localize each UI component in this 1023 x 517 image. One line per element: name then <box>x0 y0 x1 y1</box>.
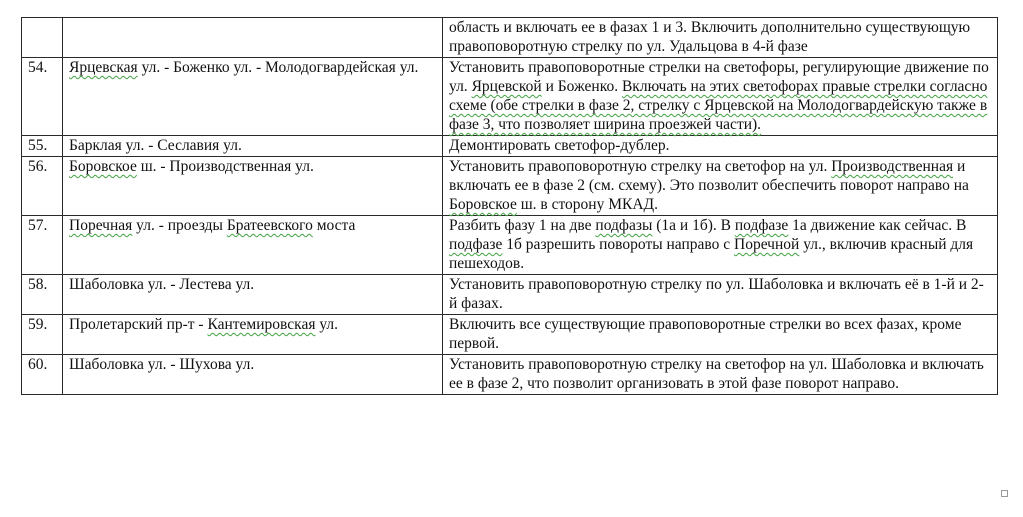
cell-text: Демонтировать светофор-дублер. <box>449 137 670 154</box>
cell-text: ул. <box>315 316 339 333</box>
cell-text: Разбить фазу 1 на две <box>449 217 596 234</box>
row-number: 55. <box>22 136 63 157</box>
cell-text: 1а движение как сейчас. В <box>788 217 967 234</box>
measure-cell <box>443 58 998 136</box>
spellcheck-marked-text: Боровское <box>449 196 517 213</box>
cell-text: Установить правоповоротные стрелки на светофоры, регулирующие движение по ул. <box>449 59 989 95</box>
row-number: 58. <box>22 275 63 315</box>
table-body <box>22 18 998 395</box>
cell-text: и Боженко. <box>541 78 622 95</box>
measure-cell <box>443 275 998 315</box>
spellcheck-marked-text: подфазе <box>734 217 789 234</box>
row-number: 56. <box>22 157 63 216</box>
table-row <box>22 355 998 395</box>
cell-text: (1а и 1б). В <box>652 217 735 234</box>
cell-text: ул., включив красный для пешеходов. <box>449 236 974 272</box>
row-number: 60. <box>22 355 63 395</box>
table-row <box>22 136 998 157</box>
cell-text: Барклая ул. - Сеславия ул. <box>69 137 242 154</box>
measures-table <box>21 17 998 395</box>
cell-text: ул. - проезды <box>132 217 227 234</box>
intersection-cell <box>63 355 443 395</box>
cell-text: Установить правоповоротную стрелку по ул. Шаболовка и включать её в 1-й и 2-й фазах. <box>449 276 984 312</box>
spellcheck-marked-text: Производственная <box>831 158 954 175</box>
cell-text: Пролетарский пр-т - <box>69 316 208 333</box>
cell-text: Шаболовка ул. - Шухова ул. <box>69 356 255 373</box>
cell-text: область и включать ее в фазах 1 и 3. Включить дополнительно существующую правоповоротную стрелку по ул. Удальцова в 4-й фазе <box>449 19 971 55</box>
spellcheck-marked-text: Поречной <box>734 236 800 253</box>
row-number: 54. <box>22 58 63 136</box>
spellcheck-marked-text: Поречная <box>69 217 133 234</box>
intersection-cell <box>63 275 443 315</box>
cell-text: Установить правоповоротную стрелку на светофор на ул. Шаболовка и включать ее в фазе 2, что позволит организовать в этой фазе поворот направо. <box>449 356 984 392</box>
intersection-cell <box>63 157 443 216</box>
intersection-cell <box>63 315 443 355</box>
cell-text: Включить все существующие правоповоротные стрелки во всех фазах, кроме первой. <box>449 316 962 352</box>
table-row <box>22 58 998 136</box>
row-number: 57. <box>22 216 63 275</box>
cell-text: Шаболовка ул. - Лестева ул. <box>69 276 255 293</box>
cell-text: ул. - Боженко ул. - Молодогвардейская ул. <box>137 59 419 76</box>
cell-text: моста <box>312 217 356 234</box>
measure-cell <box>443 216 998 275</box>
intersection-cell <box>63 136 443 157</box>
table-row <box>22 216 998 275</box>
spellcheck-marked-text: Кантемировская <box>207 316 316 333</box>
spellcheck-marked-text: подфазы <box>595 217 653 234</box>
measure-cell <box>443 136 998 157</box>
cell-text: ш. - Производственная ул. <box>136 158 314 175</box>
spellcheck-marked-text: Боровское <box>69 158 137 175</box>
intersection-cell <box>63 58 443 136</box>
spellcheck-marked-text: подфазе <box>449 236 503 253</box>
row-number <box>22 18 63 58</box>
cell-text: и включать ее в фазе 2 (см. схему). Это позволит обеспечить поворот направо на <box>449 158 969 194</box>
row-number: 59. <box>22 315 63 355</box>
measure-cell <box>443 157 998 216</box>
spellcheck-marked-text: Братеевского <box>226 217 313 234</box>
table-row <box>22 315 998 355</box>
spellcheck-marked-text: Включать на этих светофорах правые стрелки согласно схеме (обе стрелки в фазе 2, стрелку с Ярцевской на Молодогвардейскую также в фазе 3, что позволяет ширина проезжей части). <box>449 78 988 133</box>
table-resize-handle[interactable] <box>1001 490 1008 497</box>
measure-cell <box>443 355 998 395</box>
table-row <box>22 18 998 58</box>
cell-text: Установить правоповоротную стрелку на светофор на ул. <box>449 158 832 175</box>
cell-text: 1б разрешить повороты направо с <box>502 236 734 253</box>
measure-cell <box>443 18 998 58</box>
spellcheck-marked-text: Ярцевской <box>471 78 542 95</box>
intersection-cell <box>63 216 443 275</box>
measure-cell <box>443 315 998 355</box>
spellcheck-marked-text: Ярцевская <box>69 59 138 76</box>
intersection-cell <box>63 18 443 58</box>
table-row <box>22 157 998 216</box>
cell-text: ш. в сторону МКАД. <box>516 196 658 213</box>
table-row <box>22 275 998 315</box>
